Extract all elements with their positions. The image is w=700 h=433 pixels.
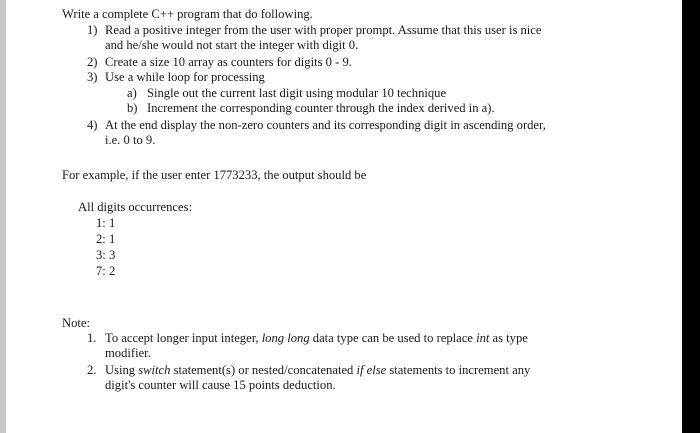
req-1-line-2: and he/she would not start the integer with digit 0. [105,38,359,52]
req-4-line-2: i.e. 0 to 9. [105,133,156,147]
req-4-number: 4) [87,118,98,132]
output-line-1: 1: 1 [96,216,116,230]
req-3b-text: Increment the corresponding counter through the index derived in a). [147,101,495,115]
note-1-em-int: int [476,331,490,345]
output-header: All digits occurrences: [78,200,193,214]
example-text: For example, if the user enter 1773233, the output should be [62,168,367,182]
req-3-number: 3) [87,70,98,84]
req-2-number: 2) [87,55,98,69]
note-1-line-1 [105,331,611,346]
note-1-em-long-long: long long [261,331,310,345]
output-line-3: 3: 3 [96,248,116,262]
req-1-number: 1) [87,23,98,37]
req-4-line-1: At the end display the non-zero counters and its corresponding digit in ascending order, [105,118,546,132]
output-line-4: 7: 2 [96,264,116,278]
note-1-line-2: modifier. [105,346,151,360]
note-2-line-2: digit's counter will cause 15 points deduction. [105,378,336,392]
req-3a-text: Single out the current last digit using modular 10 technique [147,86,447,100]
note-2-number: 2. [87,363,97,377]
note-1-pre: To accept longer input integer, [105,331,259,345]
output-line-2: 2: 1 [96,232,116,246]
req-2-text: Create a size 10 array as counters for digits 0 - 9. [105,55,352,69]
note-1-post: as type [492,331,528,345]
note-2-em-switch: switch [138,363,171,377]
note-1-mid: data type can be used to replace [312,331,473,345]
note-label: Note: [62,316,90,330]
note-2-post: statements to increment any [389,363,531,377]
req-1-line-1: Read a positive integer from the user with proper prompt. Assume that this user is nice [105,23,542,37]
req-3a-letter: a) [127,86,137,100]
intro-text: Write a complete C++ program that do following. [62,7,313,21]
req-3-text: Use a while loop for processing [105,70,265,84]
right-edge-bar [682,0,700,433]
note-2-em-if-else: if else [356,363,387,377]
note-2-pre: Using [105,363,136,377]
req-3b-letter: b) [127,101,138,115]
note-2-mid: statement(s) or nested/concatenated [173,363,354,377]
note-1-number: 1. [87,331,97,345]
note-2-line-1 [105,363,611,378]
